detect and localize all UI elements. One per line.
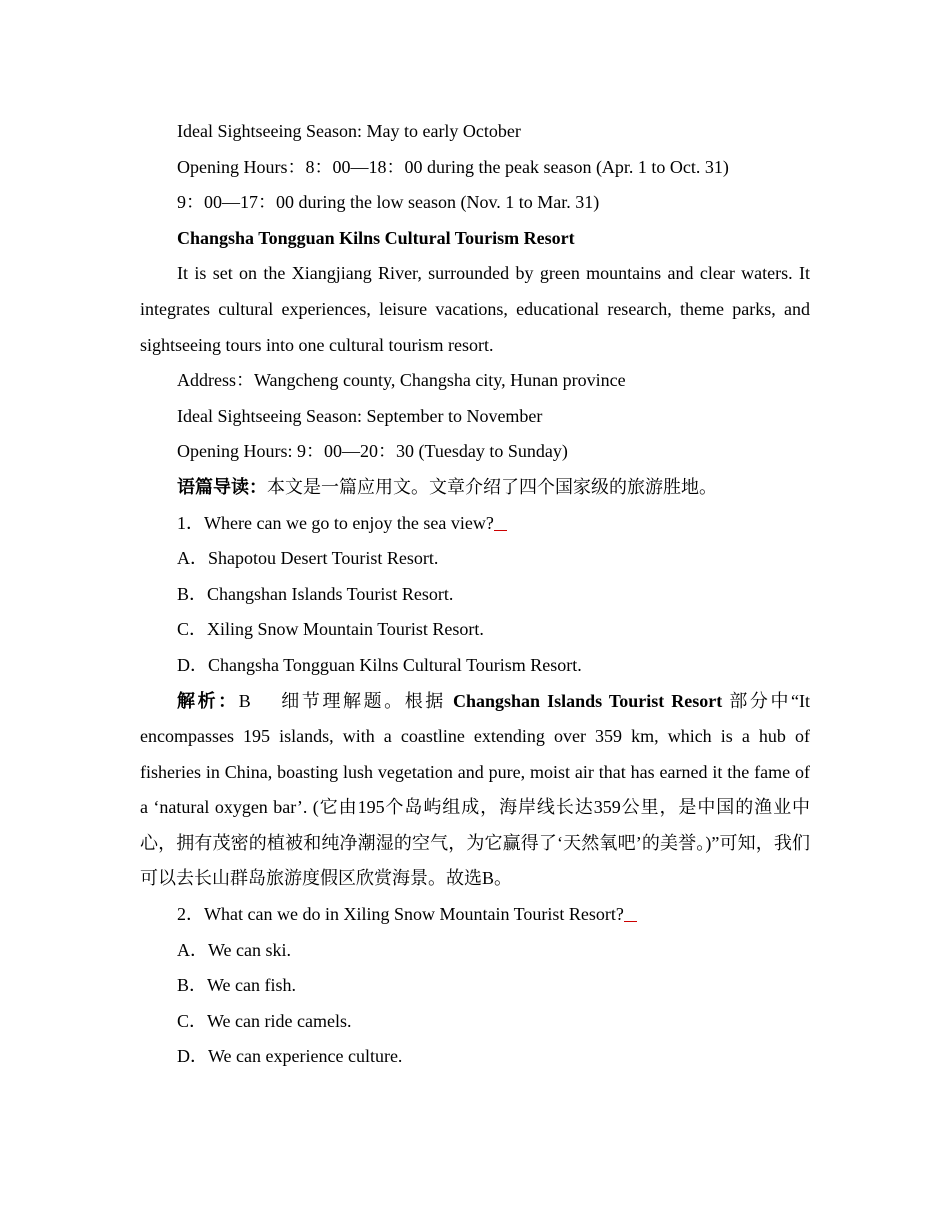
- question-1: [140, 506, 810, 542]
- reading-guide-text: 本文是一篇应用文。文章介绍了四个国家级的旅游胜地。: [267, 476, 717, 497]
- answer-blank-2[interactable]: [624, 901, 637, 922]
- q2-option-a: A．We can ski.: [177, 939, 292, 960]
- q1-analysis-post: 部分中“It encompasses 195 islands, with a coastline extending over 359 km, which is a hub of fisheries in China, boasting lush vegetation and pure, moist air that has earned it the fame of a ‘natural oxygen bar’. (它由195个岛屿组成，海岸线长达359公里，是中国的渔业中心，拥有茂密的植被和纯净潮湿的空气，为它赢得了‘天然氧吧’的美誉。)”可知，我们可以去长山群岛旅游度假区欣赏海景。故选B。: [140, 690, 811, 889]
- resort-4-season: Ideal Sightseeing Season: September to November: [177, 405, 543, 426]
- resort-4-hours: Opening Hours: 9：00—20：30 (Tuesday to Sunday): [177, 441, 568, 462]
- q1-option-d: D．Changsha Tongguan Kilns Cultural Tourism Resort.: [177, 654, 582, 675]
- reading-guide-label: 语篇导读：: [177, 476, 267, 497]
- resort-4-title: [140, 221, 810, 257]
- question-2-text: 2．What can we do in Xiling Snow Mountain Tourist Resort?: [177, 904, 624, 925]
- resort-4-description: It is set on the Xiangjiang River, surrounded by green mountains and clear waters. It integrates cultural experiences, leisure vacations, educational research, theme parks, and sightseeing tours into one cultural tourism resort.: [140, 263, 810, 355]
- q1-analysis: [140, 684, 810, 898]
- q2-option-b: B．We can fish.: [177, 975, 297, 996]
- q1-analysis-pre: 细节理解题。根据: [278, 690, 446, 711]
- q1-answer: B: [238, 690, 251, 711]
- reading-guide: [140, 470, 810, 506]
- q1-analysis-bold: Changshan Islands Tourist Resort: [452, 690, 723, 711]
- resort-4-title-text: Changsha Tongguan Kilns Cultural Tourism Resort: [177, 227, 575, 248]
- q1-option-b: B．Changshan Islands Tourist Resort.: [177, 583, 454, 604]
- resort-4-address: Address：Wangcheng county, Changsha city, Hunan province: [177, 370, 626, 391]
- question-2: [140, 897, 810, 933]
- resort-3-hours-low: 9：00—17：00 during the low season (Nov. 1 to Mar. 31): [177, 192, 600, 213]
- q2-option-d: D．We can experience culture.: [177, 1046, 403, 1067]
- resort-3-hours-peak: Opening Hours：8：00—18：00 during the peak season (Apr. 1 to Oct. 31): [177, 156, 729, 177]
- q1-option-c: C．Xiling Snow Mountain Tourist Resort.: [177, 619, 484, 640]
- answer-blank-1[interactable]: [494, 510, 507, 531]
- resort-3-season: Ideal Sightseeing Season: May to early October: [177, 121, 521, 141]
- q1-option-a: A．Shapotou Desert Tourist Resort.: [177, 548, 439, 569]
- q1-analysis-label: 解析：: [177, 690, 239, 711]
- question-1-text: 1．Where can we go to enjoy the sea view?: [177, 512, 494, 533]
- q2-option-c: C．We can ride camels.: [177, 1010, 352, 1031]
- document-page: [140, 114, 810, 1075]
